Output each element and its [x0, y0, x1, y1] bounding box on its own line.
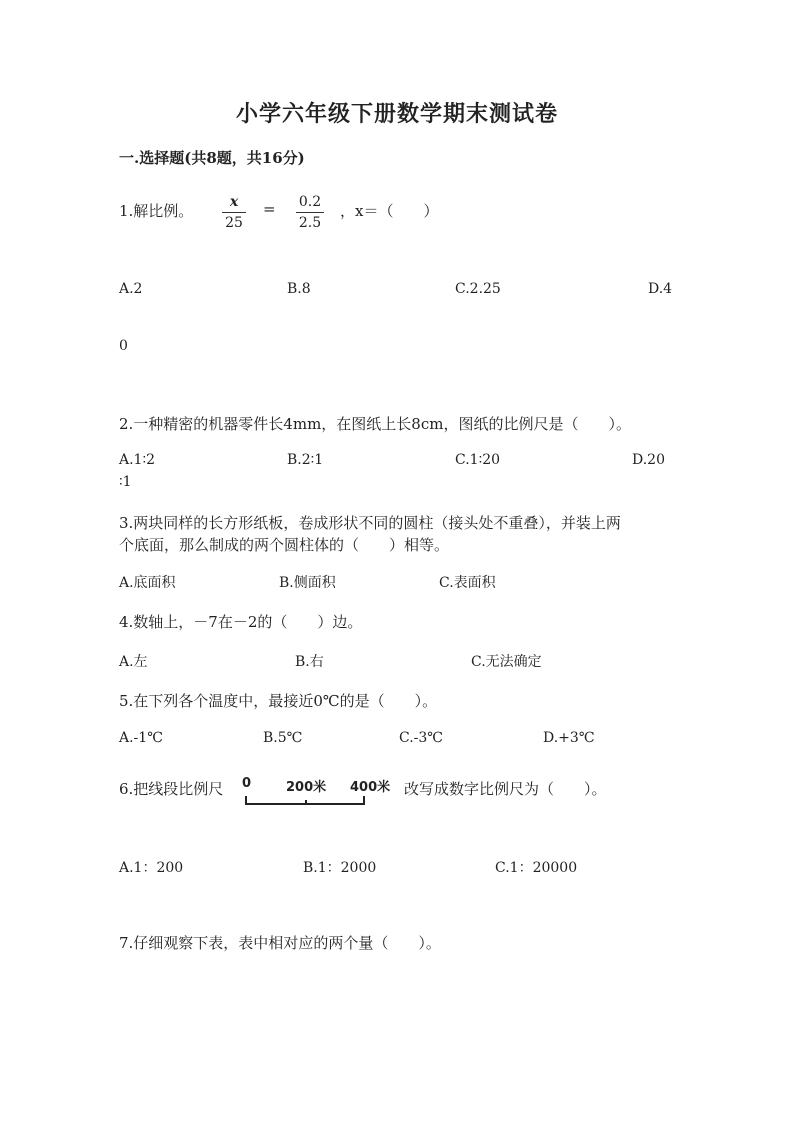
q4-text: 4.数轴上，－7在－2的（ ）边。 — [119, 613, 363, 631]
scale-label-0: 0 — [242, 776, 252, 791]
q4-option-b[interactable]: B.右 — [295, 654, 324, 670]
q1-option-d[interactable]: D.4 — [648, 281, 673, 297]
q1-fraction-x — [222, 194, 246, 231]
q5-option-b[interactable]: B.5℃ — [263, 730, 303, 746]
q6-option-a[interactable]: A.1：200 — [119, 860, 184, 876]
page-title: 小学六年级下册数学期末测试卷 — [235, 101, 558, 127]
q2-option-d-wrap: ∶1 — [119, 474, 132, 490]
q3-line-1: 3.两块同样的长方形纸板，卷成形状不同的圆柱（接头处不重叠），并装上两 — [119, 514, 621, 532]
q6-option-b[interactable]: B.1：2000 — [303, 860, 377, 876]
q4-option-a[interactable]: A.左 — [119, 654, 148, 670]
q3-line-2: 个底面，那么制成的两个圆柱体的（ ）相等。 — [119, 536, 450, 554]
q1-equals: = — [263, 200, 276, 218]
q1-frac1-den: 25 — [225, 215, 243, 231]
q1-frac2-num: 0.2 — [298, 194, 322, 210]
scale-bar — [240, 793, 370, 807]
q1-frac2-den: 2.5 — [298, 215, 322, 231]
q5-option-a[interactable]: A.-1℃ — [119, 730, 163, 746]
q1-suffix: ，x＝（ ） — [340, 202, 439, 220]
q6-suffix: 改写成数字比例尺为（ ）。 — [404, 780, 607, 798]
q2-option-b[interactable]: B.2∶1 — [287, 452, 324, 468]
q5-option-d[interactable]: D.+3℃ — [543, 730, 595, 746]
q2-option-c[interactable]: C.1∶20 — [455, 452, 501, 468]
q3-option-a[interactable]: A.底面积 — [119, 575, 176, 591]
q1-frac1-num: x — [229, 194, 239, 210]
section-heading: 一.选择题(共8题，共16分) — [119, 149, 305, 167]
q1-option-b[interactable]: B.8 — [287, 281, 311, 297]
q2-option-d[interactable]: D.20 — [632, 452, 665, 468]
line-segment-scale — [240, 775, 390, 807]
q6-prefix: 6.把线段比例尺 — [119, 780, 224, 798]
q2-option-a[interactable]: A.1∶2 — [119, 452, 156, 468]
q7-text: 7.仔细观察下表，表中相对应的两个量（ ）。 — [119, 934, 441, 952]
scale-label-200: 200米 — [286, 780, 327, 795]
q6-option-c[interactable]: C.1：20000 — [495, 860, 578, 876]
q1-fraction-ratio — [296, 194, 324, 231]
q3-option-c[interactable]: C.表面积 — [439, 575, 496, 591]
q1-option-d-wrap: 0 — [119, 338, 128, 354]
q5-text: 5.在下列各个温度中，最接近0℃的是（ ）。 — [119, 692, 438, 710]
q5-option-c[interactable]: C.-3℃ — [399, 730, 443, 746]
q4-option-c[interactable]: C.无法确定 — [471, 654, 542, 670]
q1-prefix: 1.解比例。 — [119, 202, 194, 220]
q3-option-b[interactable]: B.侧面积 — [279, 575, 336, 591]
q1-option-a[interactable]: A.2 — [119, 281, 143, 297]
q1-option-c[interactable]: C.2.25 — [455, 281, 501, 297]
q2-text: 2.一种精密的机器零件长4mm，在图纸上长8cm，图纸的比例尺是（ ）。 — [119, 415, 631, 433]
scale-label-400: 400米 — [350, 780, 391, 795]
